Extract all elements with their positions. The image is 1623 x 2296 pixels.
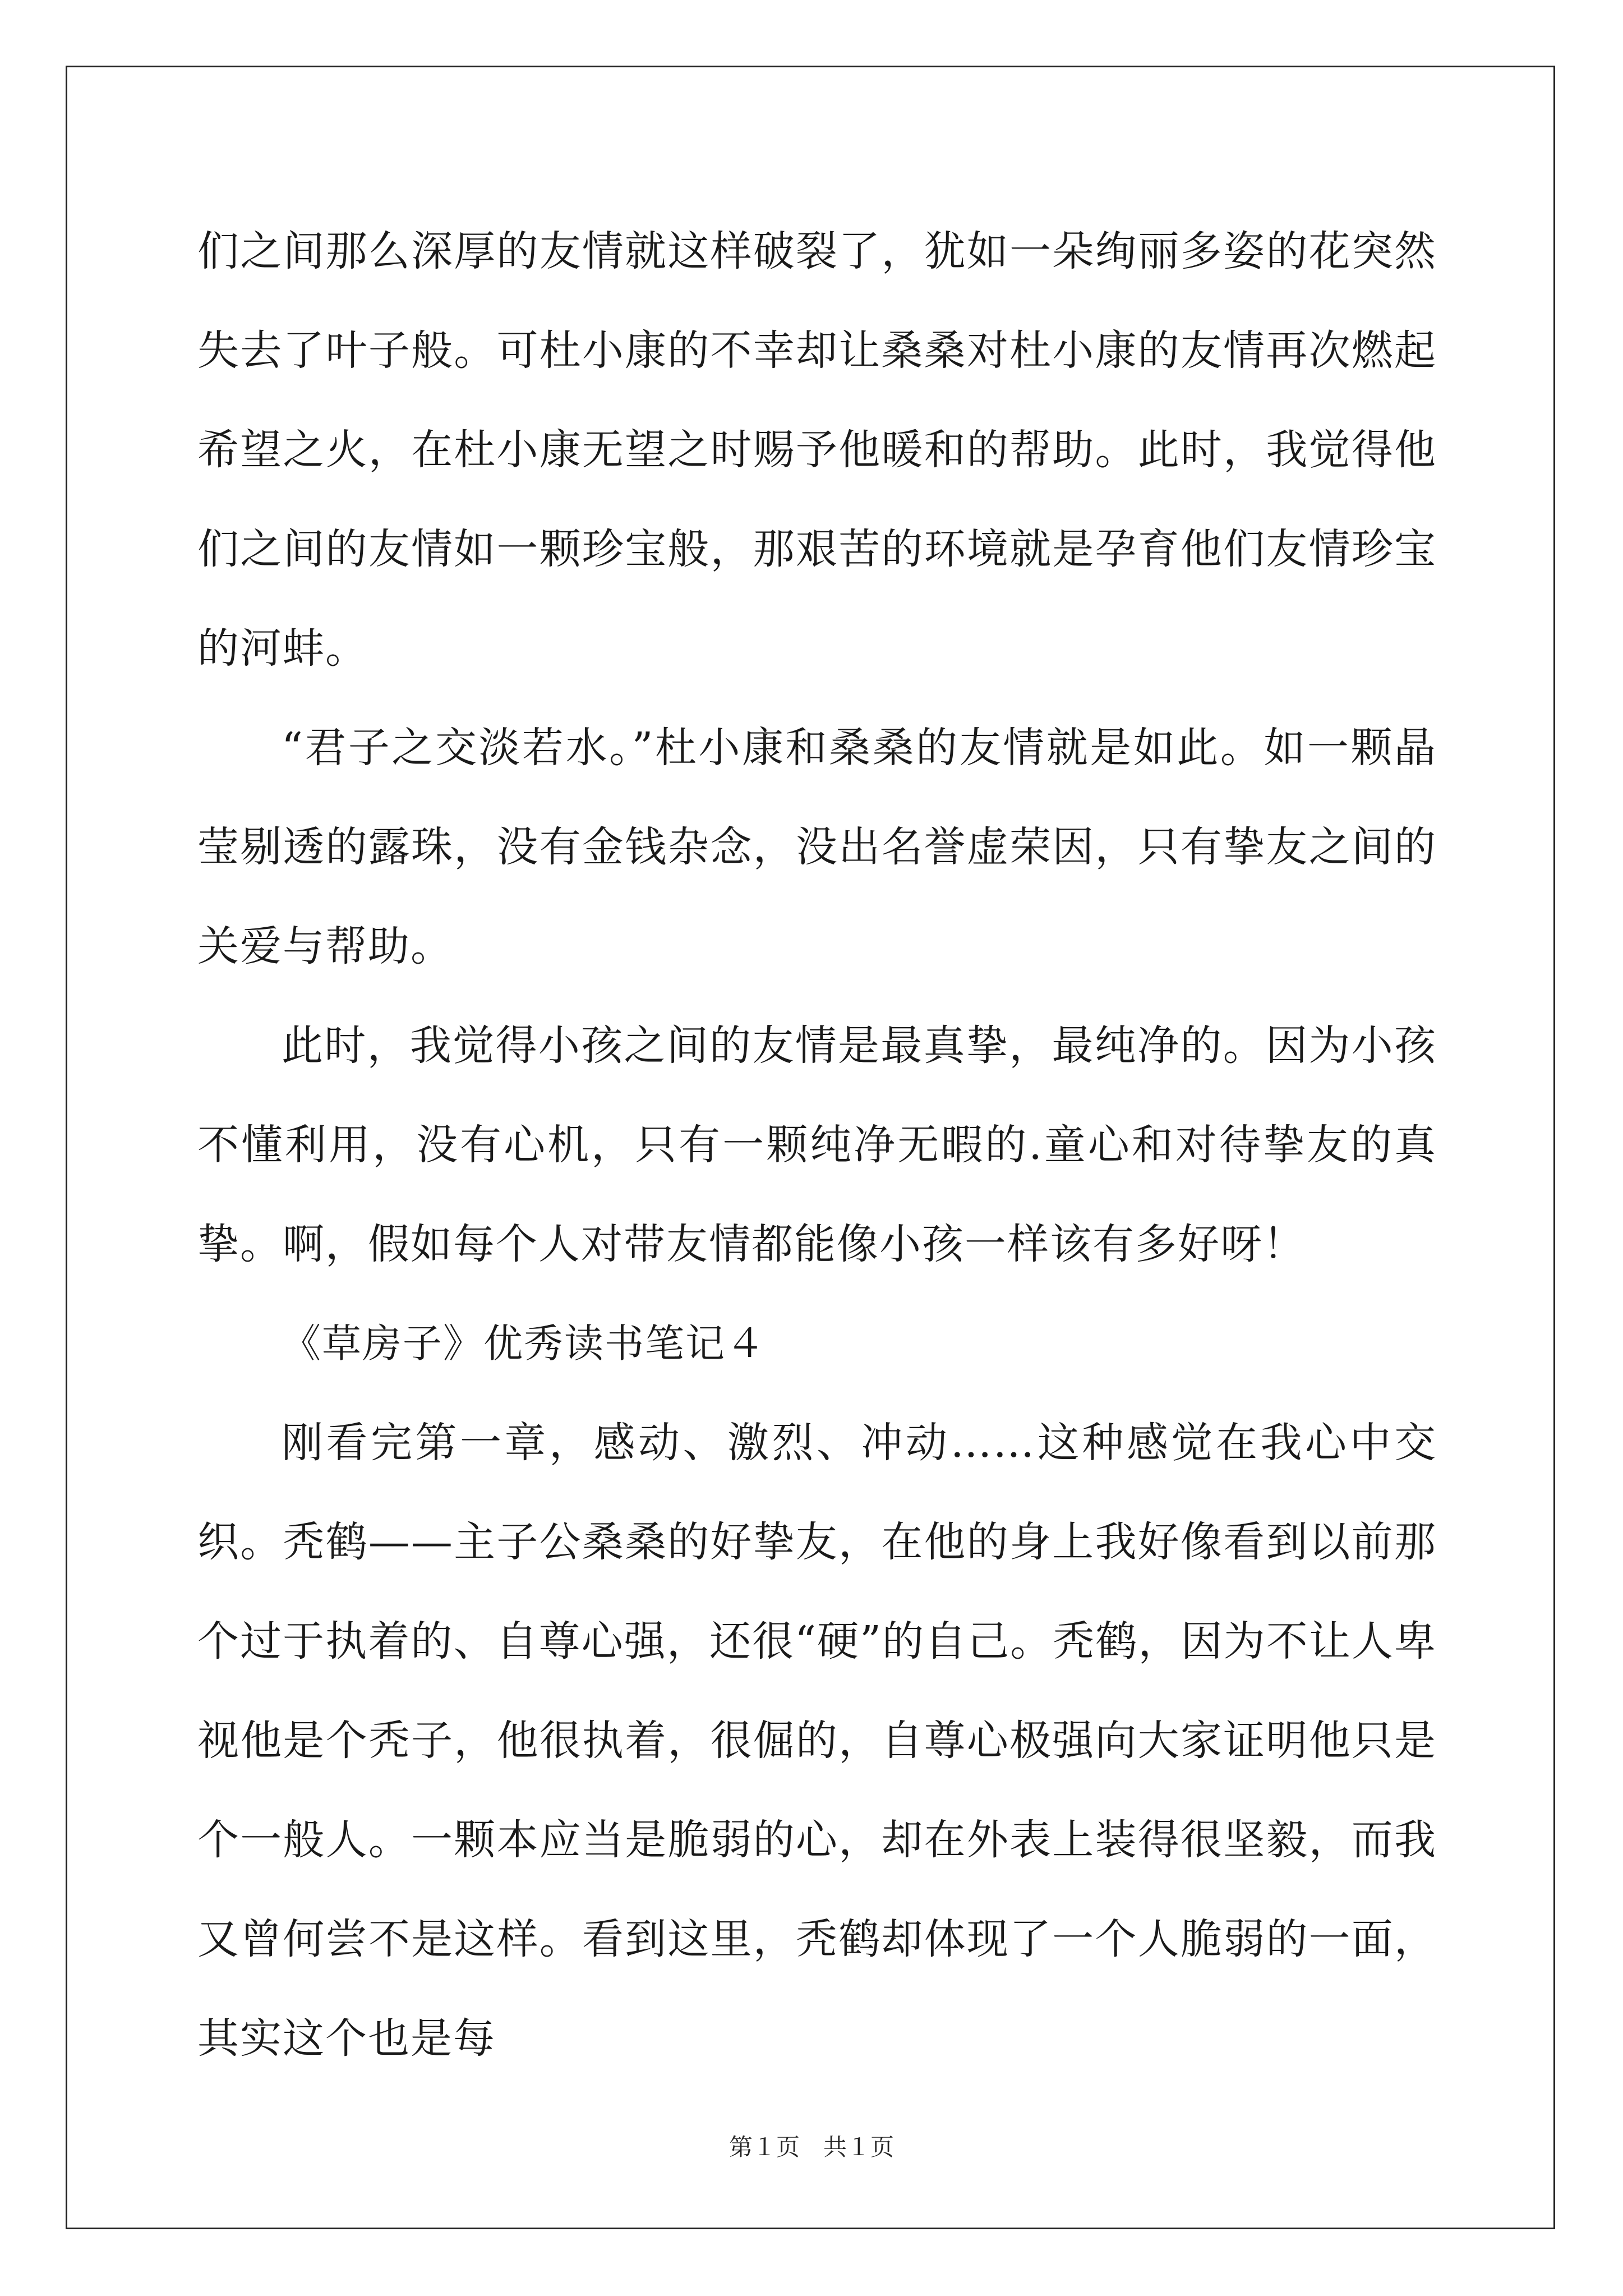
page-footer: 第１页 共１页 xyxy=(728,2135,894,2161)
paragraph-3: 此时，我觉得小孩之间的友情是最真挚，最纯净的。因为小孩不懂利用，没有心机，只有一颗纯净无暇的.童心和对待挚友的真挚。啊，假如每个人对带友情都能像小孩一样该有多好呀！ xyxy=(197,1022,1437,1268)
paragraph-4: 刚看完第一章，感动、激烈、冲动……这种感觉在我心中交织。秃鹤——主子公桑桑的好挚友，在他的身上我好像看到以前那个过于执着的、自尊心强，还很“硬”的自己。秃鹤，因为不让人卑视他是个秃子，他很执着，很倔的，自尊心极强向大家证明他只是个一般人。一颗本应当是脆弱的心，却在外表上装得很坚毅，而我又曾何尝不是这样。看到这里，秃鹤却体现了一个人脆弱的一面，其实这个也是每 xyxy=(197,1419,1437,2063)
paragraph-2: “君子之交淡若水。”杜小康和桑桑的友情就是如此。如一颗晶莹剔透的露珠，没有金钱杂念，没出名誉虚荣因，只有挚友之间的关爱与帮助。 xyxy=(197,724,1437,970)
section-heading: 《草房子》优秀读书笔记４ xyxy=(282,1320,766,1366)
document-body xyxy=(197,202,1437,2088)
paragraph-1: 们之间那么深厚的友情就这样破裂了，犹如一朵绚丽多姿的花突然失去了叶子般。可杜小康的不幸却让桑桑对杜小康的友情再次燃起希望之火，在杜小康无望之时赐予他暖和的帮助。此时，我觉得他们之间的友情如一颗珍宝般，那艰苦的环境就是孕育他们友情珍宝的河蚌。 xyxy=(197,227,1437,673)
